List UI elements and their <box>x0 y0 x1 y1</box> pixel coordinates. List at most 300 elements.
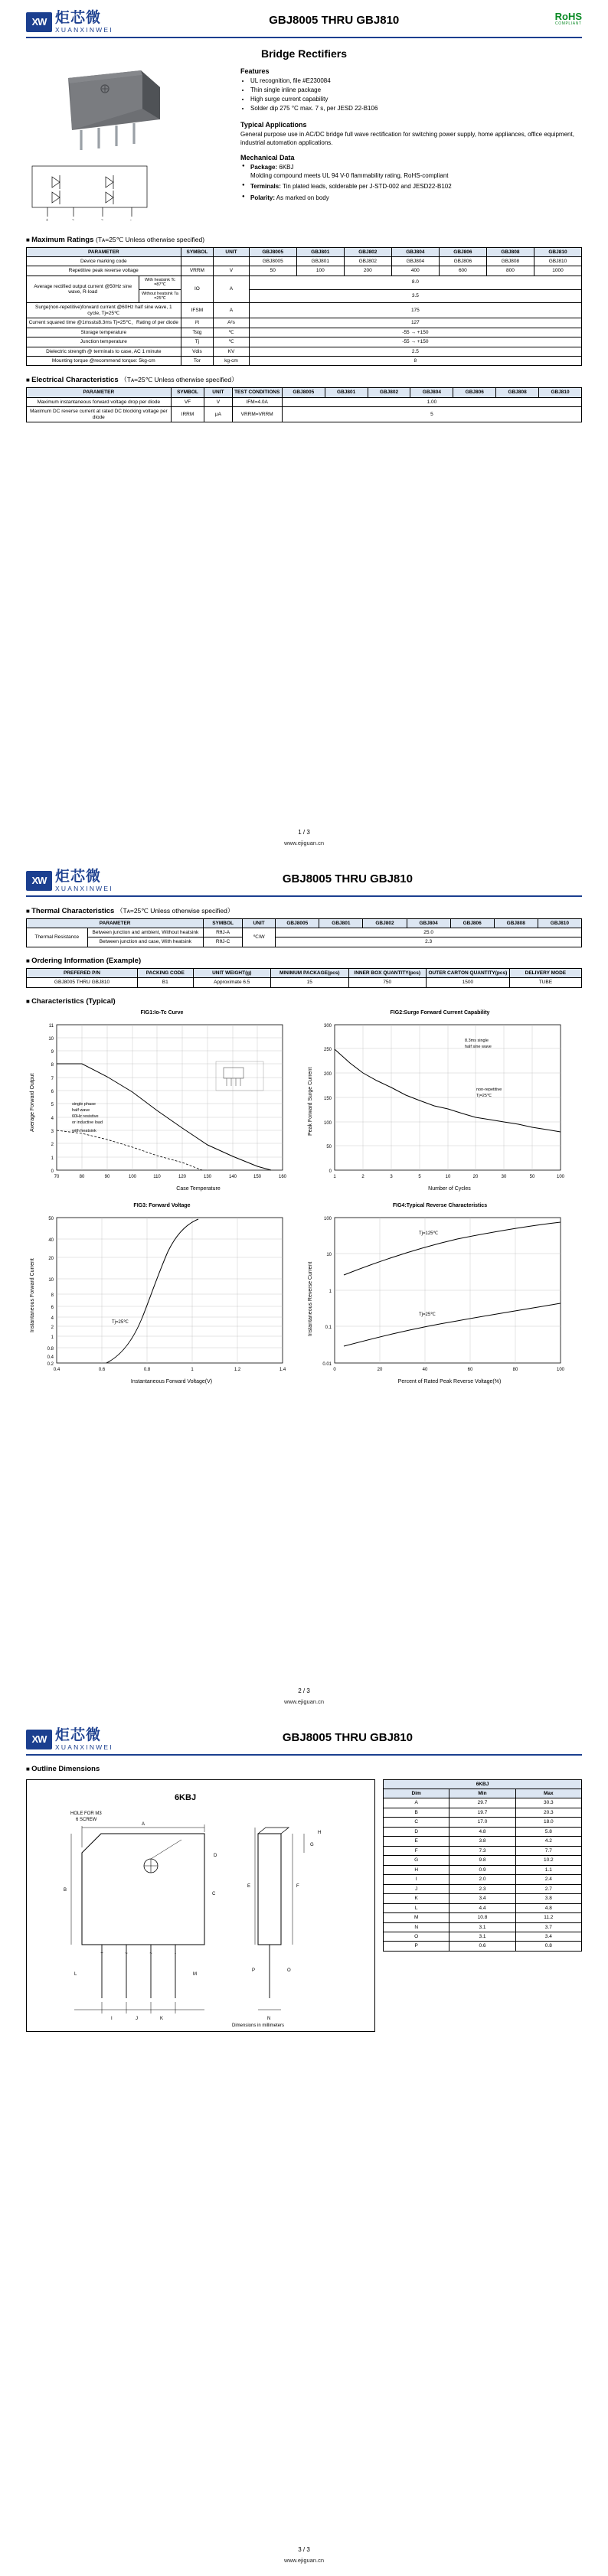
cell-param: Repetitive peak reverse voltage <box>27 266 181 276</box>
cell-dim: O <box>384 1932 449 1942</box>
cell-min: 3.1 <box>449 1932 515 1942</box>
dimension-note: Dimensions in millimeters <box>231 2023 285 2028</box>
cell-value: 200 <box>344 266 391 276</box>
th: GBJ804 <box>391 247 439 256</box>
outline-drawing <box>26 1779 375 2032</box>
cell-dim: B <box>384 1808 449 1817</box>
svg-text:20: 20 <box>48 1256 54 1261</box>
part-number-title: GBJ8005 THRU GBJ810 <box>282 1731 413 1744</box>
cell-value: 8 <box>249 356 581 365</box>
cell-value: 400 <box>391 266 439 276</box>
table-row <box>384 1808 582 1817</box>
svg-text:0.1: 0.1 <box>325 1325 332 1330</box>
outline-heading: ■ Outline Dimensions <box>26 1765 582 1773</box>
logo-chinese-name: 炬芯微 <box>55 1727 102 1743</box>
th: GBJ801 <box>319 918 363 928</box>
cell-dim: I <box>384 1875 449 1884</box>
thermal-note: （Tᴀ=25℃ Unless otherwise specified） <box>116 906 234 915</box>
logo-english-name: XUANXINWEI <box>55 26 113 34</box>
chart-ylabel: Instantaneous Reverse Current <box>308 1261 313 1336</box>
page-header <box>26 1728 582 1756</box>
th: GBJ806 <box>453 388 496 397</box>
cell-param: Storage temperature <box>27 328 181 337</box>
list-item: • High surge current capability <box>250 96 582 104</box>
logo-english-name: XUANXINWEI <box>55 1743 113 1751</box>
th: DELIVERY MODE <box>509 968 581 977</box>
th: SYMBOL <box>204 918 243 928</box>
svg-text:90: 90 <box>104 1174 110 1179</box>
cell-value: 15 <box>271 978 349 987</box>
cell-min: 10.8 <box>449 1913 515 1922</box>
svg-text:100: 100 <box>323 1120 332 1126</box>
list-item <box>240 194 582 203</box>
th: TEST CONDITIONS <box>232 388 282 397</box>
svg-text:250: 250 <box>323 1047 332 1052</box>
logo-mark: XW <box>26 12 52 32</box>
svg-text:1.2: 1.2 <box>234 1367 241 1372</box>
cell-unit: KV <box>214 347 250 356</box>
th: GBJ810 <box>534 247 581 256</box>
cell-symbol: Vdis <box>181 347 214 356</box>
table-row <box>384 1865 582 1874</box>
chart-fig1-plot <box>26 1017 298 1197</box>
svg-text:~: ~ <box>149 1951 152 1956</box>
th: GBJ804 <box>410 388 453 397</box>
svg-text:I: I <box>111 2016 113 2021</box>
cell-dim: C <box>384 1818 449 1827</box>
svg-text:1: 1 <box>191 1367 194 1372</box>
characteristics-heading: ■ Characteristics (Typical) <box>26 997 582 1006</box>
th: PREFERED P/N <box>27 968 138 977</box>
cell-value: 1.00 <box>282 397 581 406</box>
chart-title: FIG4:Typical Reverse Characteristics <box>392 1202 488 1208</box>
table-row <box>27 978 582 987</box>
cell-param: Current squared time @1ms≤t≤8.3ms Tj=25℃、Rating of per diode <box>27 318 181 328</box>
svg-text:20: 20 <box>472 1174 479 1179</box>
svg-text:10: 10 <box>48 1036 54 1042</box>
chart-fig2 <box>304 1010 576 1197</box>
logo-mark: XW <box>26 1730 52 1749</box>
cell-condition: IFM=4.0A <box>232 397 282 406</box>
svg-text:2: 2 <box>51 1142 54 1147</box>
page-2 <box>0 859 608 1717</box>
mechanical-label: Terminals: <box>250 183 281 191</box>
svg-text:50: 50 <box>48 1216 54 1221</box>
company-logo <box>26 869 113 892</box>
svg-text:0.2: 0.2 <box>47 1361 54 1367</box>
svg-text:3: 3 <box>390 1174 393 1179</box>
cell-symbol: RθJ-C <box>204 937 243 947</box>
svg-text:or inductive load: or inductive load <box>72 1120 103 1125</box>
ordering-heading: ■ Ordering Information (Example) <box>26 957 582 965</box>
svg-text:O: O <box>287 1968 291 1973</box>
th: UNIT <box>204 388 232 397</box>
svg-text:-: - <box>130 217 132 223</box>
mechanical-list <box>240 164 582 203</box>
cell-value: 50 <box>249 266 296 276</box>
th: GBJ808 <box>494 918 538 928</box>
svg-text:120: 120 <box>178 1174 187 1179</box>
cell-value: GBJ808 <box>486 256 534 266</box>
cell-max: 11.2 <box>515 1913 581 1922</box>
cell-unit: ℃ <box>214 337 250 347</box>
part-number-title: GBJ8005 THRU GBJ810 <box>269 14 400 27</box>
cell-unit: A <box>214 276 250 302</box>
cell-symbol: IFSM <box>181 303 214 318</box>
cell-value: 600 <box>439 266 486 276</box>
product-images <box>26 64 233 227</box>
cell-value: GBJ810 <box>534 256 581 266</box>
cell-min: 3.8 <box>449 1837 515 1846</box>
elec-char-title: Electrical Characteristics <box>31 376 119 385</box>
svg-text:8.3ms single: 8.3ms single <box>465 1038 489 1043</box>
part-number-title: GBJ8005 THRU GBJ810 <box>282 872 413 885</box>
th: Min <box>449 1789 515 1798</box>
chart-fig1 <box>26 1010 298 1197</box>
th: Dim <box>384 1789 449 1798</box>
logo-mark: XW <box>26 871 52 891</box>
cell-value: -55 → +150 <box>249 328 581 337</box>
th: UNIT <box>214 247 250 256</box>
th: GBJ806 <box>450 918 494 928</box>
cell-param: Dielectric strength @ terminals to case, AC 1 minute <box>27 347 181 356</box>
cell-max: 4.2 <box>515 1837 581 1846</box>
th: PARAMETER <box>27 247 181 256</box>
th: MINIMUM PACKAGE(pcs) <box>271 968 349 977</box>
cell-max: 7.7 <box>515 1846 581 1855</box>
cell-condition: VRRM=VRRM <box>232 407 282 422</box>
cell-dim: E <box>384 1837 449 1846</box>
cell-min: 19.7 <box>449 1808 515 1817</box>
svg-text:0.4: 0.4 <box>53 1367 60 1372</box>
cell-symbol: IO <box>181 276 214 302</box>
chart-annotation: single phase <box>72 1101 96 1107</box>
table-row <box>27 303 582 318</box>
table-row <box>27 347 582 356</box>
table-header-row <box>27 968 582 977</box>
chart-xlabel: Instantaneous Forward Voltage(V) <box>130 1378 213 1384</box>
svg-text:half wave: half wave <box>72 1107 90 1113</box>
elec-char-heading <box>26 375 582 384</box>
applications-heading: Typical Applications <box>240 121 307 129</box>
svg-text:8: 8 <box>51 1062 54 1068</box>
table-row <box>384 1903 582 1912</box>
table-row <box>384 1827 582 1836</box>
chart-fig3-plot <box>26 1210 298 1390</box>
list-item <box>240 164 582 181</box>
mechanical-label: Package: <box>250 163 278 171</box>
logo-chinese-name: 炬芯微 <box>55 869 102 885</box>
cell-unit: A²s <box>214 318 250 328</box>
cell-min: 4.4 <box>449 1903 515 1912</box>
thermal-title: Thermal Characteristics <box>31 906 115 915</box>
applications-text: General purpose use in AC/DC bridge full wave rectification for switching power supply, home appliances, office equipment, industrial automation applications. <box>240 131 574 146</box>
cell-min: 2.3 <box>449 1884 515 1893</box>
cell-symbol: Tor <box>181 356 214 365</box>
cell-symbol: RθJ-A <box>204 928 243 937</box>
svg-text:0.8: 0.8 <box>47 1346 54 1352</box>
svg-text:1: 1 <box>51 1335 54 1340</box>
svg-text:2: 2 <box>51 1325 54 1330</box>
footer-url[interactable]: www.ejiguan.cn <box>283 1698 325 1705</box>
table-row <box>384 1894 582 1903</box>
page-number: 2 / 3 <box>298 1687 310 1694</box>
cell-value: 8.0 <box>249 276 581 289</box>
svg-text:Tj=25℃: Tj=25℃ <box>419 1312 436 1317</box>
svg-text:10: 10 <box>326 1252 332 1257</box>
logo-english-name: XUANXINWEI <box>55 885 113 892</box>
cell-value: 3.5 <box>249 289 581 303</box>
svg-text:D: D <box>214 1853 217 1858</box>
page-header <box>26 869 582 897</box>
electrical-characteristics-table <box>26 387 582 422</box>
cell-dim: N <box>384 1922 449 1932</box>
svg-text:30: 30 <box>501 1174 507 1179</box>
page-number: 3 / 3 <box>298 2546 310 2553</box>
svg-text:~: ~ <box>125 1951 128 1956</box>
svg-text:80: 80 <box>79 1174 85 1179</box>
svg-text:150: 150 <box>253 1174 262 1179</box>
table-row <box>27 276 582 289</box>
th: GBJ806 <box>439 247 486 256</box>
svg-text:100: 100 <box>556 1367 565 1372</box>
cell-dim: G <box>384 1856 449 1865</box>
th: GBJ802 <box>368 388 410 397</box>
chart-title: FIG2:Surge Forward Current Capability <box>390 1009 490 1016</box>
cell-max: 4.8 <box>515 1903 581 1912</box>
cell-min: 29.7 <box>449 1798 515 1808</box>
table-row <box>27 337 582 347</box>
svg-text:K: K <box>160 2016 164 2021</box>
chart-ylabel: Peak Forward Surge Current <box>308 1067 313 1136</box>
chart-fig4-plot <box>304 1210 576 1390</box>
page-3 <box>0 1717 608 2576</box>
cell-value: GBJ806 <box>439 256 486 266</box>
cell-max: 2.4 <box>515 1875 581 1884</box>
svg-text:200: 200 <box>323 1071 332 1077</box>
footer-url[interactable]: www.ejiguan.cn <box>283 2557 325 2564</box>
page-number: 1 / 3 <box>298 829 310 836</box>
table-row <box>384 1875 582 1884</box>
table-header-row <box>27 247 582 256</box>
cell-dim: A <box>384 1798 449 1808</box>
svg-text:0: 0 <box>329 1169 332 1174</box>
cell-symbol: i²t <box>181 318 214 328</box>
svg-text:1: 1 <box>51 1156 54 1161</box>
svg-text:40: 40 <box>48 1237 54 1243</box>
th: GBJ8005 <box>249 247 296 256</box>
table-row <box>27 937 582 947</box>
svg-text:60Hz resistive: 60Hz resistive <box>72 1114 99 1119</box>
th: PARAMETER <box>27 388 172 397</box>
cell-max: 3.8 <box>515 1894 581 1903</box>
th: UNIT WEIGHT(g) <box>193 968 271 977</box>
svg-text:7: 7 <box>51 1076 54 1081</box>
cell-value: 127 <box>249 318 581 328</box>
svg-text:H: H <box>318 1830 322 1835</box>
svg-text:0.01: 0.01 <box>322 1361 332 1367</box>
svg-text:60: 60 <box>467 1367 473 1372</box>
cell-max: 30.3 <box>515 1798 581 1808</box>
svg-text:300: 300 <box>323 1023 332 1029</box>
table-row <box>384 1846 582 1855</box>
svg-text:E: E <box>247 1883 251 1889</box>
dimension-table-wrap <box>383 1779 582 2032</box>
cell-min: 17.0 <box>449 1818 515 1827</box>
mechanical-text: Molding compound meets UL 94 V-0 flammability rating, RoHS-compliant <box>250 171 449 179</box>
cell-max: 3.4 <box>515 1932 581 1942</box>
table-row <box>384 1837 582 1846</box>
cell-unit: A <box>214 303 250 318</box>
cell-unit: μA <box>204 407 232 422</box>
cell-param-sub: Without heatsink Ta =25℃ <box>139 289 181 303</box>
cell-dim: L <box>384 1903 449 1912</box>
package-photo <box>26 64 225 155</box>
cell-max: 10.2 <box>515 1856 581 1865</box>
company-logo <box>26 1728 113 1751</box>
svg-text:1.4: 1.4 <box>279 1367 286 1372</box>
max-ratings-title: Maximum Ratings <box>31 235 94 244</box>
cell-dim: M <box>384 1913 449 1922</box>
mechanical-text: 6KBJ <box>277 163 294 171</box>
th: GBJ804 <box>407 918 450 928</box>
dimension-table-title: 6KBJ <box>384 1779 582 1789</box>
cell-symbol <box>181 256 214 266</box>
document-title: Bridge Rectifiers <box>260 47 348 60</box>
cell-symbol: Tstg <box>181 328 214 337</box>
table-row <box>384 1913 582 1922</box>
th: GBJ8005 <box>282 388 325 397</box>
logo-chinese-name: 炬芯微 <box>55 10 102 26</box>
table-row <box>384 1932 582 1942</box>
svg-text:half sine wave: half sine wave <box>465 1044 492 1049</box>
svg-text:140: 140 <box>228 1174 237 1179</box>
cell-min: 3.4 <box>449 1894 515 1903</box>
ordering-information-table <box>26 968 582 988</box>
svg-text:150: 150 <box>323 1096 332 1101</box>
svg-text:G: G <box>310 1842 314 1847</box>
table-row <box>27 256 582 266</box>
svg-text:0.4: 0.4 <box>47 1355 54 1360</box>
svg-text:~: ~ <box>72 217 74 223</box>
cell-min: 2.0 <box>449 1875 515 1884</box>
svg-text:non-repetitive: non-repetitive <box>476 1087 502 1092</box>
cell-value: B1 <box>138 978 194 987</box>
page-header <box>26 11 582 38</box>
svg-text:2: 2 <box>361 1174 364 1179</box>
list-item: • Solder dip 275 °C max. 7 s, per JESD 22-B106 <box>250 105 582 113</box>
max-ratings-note: (Tᴀ=25℃ Unless otherwise specified) <box>96 235 205 243</box>
table-row <box>27 356 582 365</box>
svg-text:Tj=25℃: Tj=25℃ <box>476 1093 492 1098</box>
table-row <box>384 1942 582 1951</box>
cell-dim: F <box>384 1846 449 1855</box>
chart-ylabel: Instantaneous Forward Current <box>30 1257 35 1332</box>
cell-symbol: Tj <box>181 337 214 347</box>
footer-url[interactable]: www.ejiguan.cn <box>283 840 325 846</box>
max-ratings-heading <box>26 236 582 244</box>
svg-text:6 SCREW: 6 SCREW <box>76 1817 97 1822</box>
cell-value: 2.5 <box>249 347 581 356</box>
svg-text:160: 160 <box>278 1174 287 1179</box>
cell-param: Junction temperature <box>27 337 181 347</box>
svg-text:HOLE FOR M3: HOLE FOR M3 <box>70 1811 102 1816</box>
cell-value: 100 <box>296 266 344 276</box>
cell-value: -55 → +150 <box>249 337 581 347</box>
svg-text:A: A <box>142 1821 145 1827</box>
cell-symbol: IRRM <box>171 407 204 422</box>
th: UNIT <box>242 918 275 928</box>
th: GBJ810 <box>539 388 582 397</box>
cell-value: 5 <box>282 407 581 422</box>
cell-value: 750 <box>348 978 427 987</box>
cell-max: 5.8 <box>515 1827 581 1836</box>
svg-text:+: + <box>46 217 48 223</box>
svg-text:C: C <box>212 1891 216 1896</box>
cell-min: 4.8 <box>449 1827 515 1836</box>
package-name-label: 6KBJ <box>174 1792 197 1802</box>
svg-text:Tj=25℃: Tj=25℃ <box>112 1319 129 1325</box>
cell-max: 2.7 <box>515 1884 581 1893</box>
svg-text:F: F <box>296 1883 299 1889</box>
svg-text:6: 6 <box>51 1089 54 1094</box>
svg-text:11: 11 <box>48 1023 54 1029</box>
chart-fig4 <box>304 1203 576 1390</box>
dimension-table <box>383 1779 582 1952</box>
cell-param: Between junction and case, With heatsink <box>87 937 204 947</box>
mechanical-text: As marked on body <box>275 194 329 202</box>
table-header-row <box>384 1789 582 1798</box>
cell-value: GBJ804 <box>391 256 439 266</box>
cell-param: Mounting torque @recommend torque: 5kg-cm <box>27 356 181 365</box>
cell-min: 0.6 <box>449 1942 515 1951</box>
table-row <box>384 1856 582 1865</box>
max-ratings-table <box>26 247 582 367</box>
page-footer <box>0 829 608 846</box>
chart-title: FIG3: Forward Voltage <box>133 1202 191 1208</box>
cell-max: 3.7 <box>515 1922 581 1932</box>
svg-text:5: 5 <box>418 1174 421 1179</box>
th: GBJ810 <box>538 918 581 928</box>
features-heading: Features <box>240 67 270 75</box>
table-row <box>27 407 582 422</box>
cell-dim: D <box>384 1827 449 1836</box>
page-footer <box>0 1687 608 1705</box>
features-list <box>240 77 582 114</box>
cell-value: 800 <box>486 266 534 276</box>
table-header-row <box>27 918 582 928</box>
cell-param: Maximum DC reverse current at rated DC blocking voltage per diode <box>27 407 172 422</box>
cell-max: 1.1 <box>515 1865 581 1874</box>
bridge-schematic <box>26 161 217 223</box>
cell-unit <box>214 256 250 266</box>
svg-text:P: P <box>252 1968 256 1973</box>
svg-text:50: 50 <box>326 1144 332 1149</box>
outline-drawing-svg <box>27 1780 374 2033</box>
table-row <box>384 1818 582 1827</box>
cell-max: 18.0 <box>515 1818 581 1827</box>
chart-xlabel: Case Temperature <box>176 1185 221 1192</box>
th: INNER BOX QUANTITY(pcs) <box>348 968 427 977</box>
list-item: • Thin single inline package <box>250 86 582 95</box>
table-row <box>384 1884 582 1893</box>
svg-text:6: 6 <box>51 1305 54 1310</box>
table-row <box>384 1922 582 1932</box>
cell-value: 1500 <box>427 978 510 987</box>
svg-text:0: 0 <box>51 1169 54 1174</box>
cell-max: 20.3 <box>515 1808 581 1817</box>
cell-dim: P <box>384 1942 449 1951</box>
